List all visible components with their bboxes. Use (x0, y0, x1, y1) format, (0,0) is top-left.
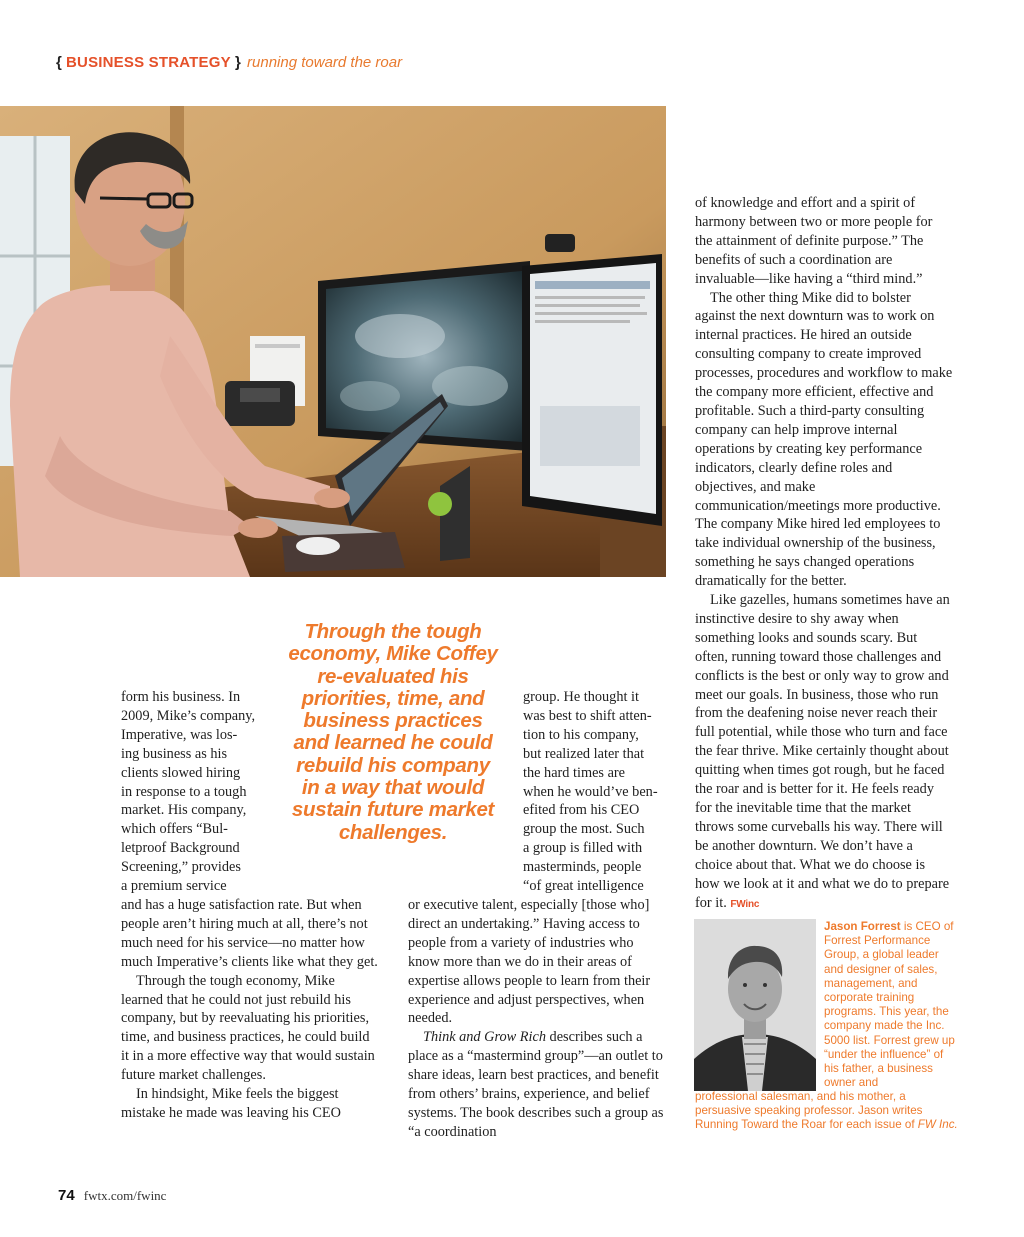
article-column-1 (121, 896, 379, 1123)
text-line: when he would’ve ben- (523, 783, 658, 800)
text-line: tion to his company, (523, 726, 639, 743)
paragraph: of knowledge and effort and a spirit of harmony between two or more people for the attainment of definite purpose.” The benefits of such a coordination are invaluable—like having a “third mind.” (695, 195, 933, 287)
end-mark: FWinc (730, 898, 760, 910)
paragraph (408, 1028, 666, 1141)
paragraph: and has a huge satisfaction rate. But when people aren’t hiring much at all, there’s not much need for his service—no matter how much Imperative’s clients like what they get. (121, 897, 378, 970)
article-column-2 (408, 896, 666, 1142)
magazine-name: FW Inc. (917, 1118, 958, 1132)
text-line: Screening,” provides (121, 859, 241, 876)
author-bio-continued (695, 1090, 959, 1133)
text-line: group the most. Such (523, 821, 645, 838)
text-line: form his business. In (121, 689, 241, 705)
header-close-bracket: } (235, 54, 241, 71)
page-footer (58, 1185, 166, 1204)
paragraph: or executive talent, especially [those who] direct an undertaking.” Having access to people from a variety of industries who know more than we do in their areas of expertise allows people to learn from their experience and adjust perspectives, when needed. (408, 897, 651, 1027)
author-headshot (694, 919, 816, 1091)
paragraph-text: Like gazelles, humans sometimes have an instinctive desire to shy away when something looks and sounds scary. But often, running toward those challenges and conflicts is the best or only way to grow and meet our goals. In business, those who run from the deafening noise never reach their full potential, while those who turn and face the fear thrive. Mike certainly thought about quitting when times got rough, but he faced the roar and is better for it. He feels ready for the inevitable time that the market throws some curveballs his way. There will be another downturn. We don’t have a choice about that. What we do choose is how we look at it and what we do to prepare for it. (695, 592, 950, 911)
section-title: BUSINESS STRATEGY (66, 54, 231, 71)
text-line: a premium service (121, 878, 227, 895)
text-line: which offers “Bul- (121, 821, 228, 838)
text-line: Imperative, was los- (121, 726, 238, 743)
author-bio (824, 920, 959, 1090)
book-title: Think and Grow Rich (423, 1029, 546, 1046)
text-line: clients slowed hiring (121, 764, 241, 781)
paragraph: In hindsight, Mike feels the biggest mistake he made was leaving his CEO (121, 1086, 341, 1121)
text-line: but realized later that (523, 745, 645, 762)
section-subtitle: running toward the roar (247, 54, 403, 71)
text-line: a group is filled with (523, 840, 643, 857)
text-line: group. He thought it (523, 689, 639, 705)
text-line: ing business as his (121, 745, 228, 762)
article-column-3 (695, 194, 953, 914)
text-line: “of great intelligence (523, 878, 644, 895)
text-line: letproof Background (121, 840, 240, 857)
paragraph: The other thing Mike did to bolster against the next downturn was to work on internal practices. He hired an outside consulting company to create improved processes, procedures and workflow to make the company more efficient, effective and profitable. Such a third-party consulting company can help improve internal operations by creating key performance indicators, clearly define roles and objectives, and make communication/meetings more productive. The company Mike hired led employees to take individual ownership of the business, something he says changed operations dramatically for the better. (695, 289, 953, 590)
text-line: 2009, Mike’s company, (121, 707, 256, 724)
text-line: was best to shift atten- (523, 707, 652, 724)
author-bio-text: is CEO of Forrest Performance Group, a global leader and designer of sales, management, and corporate training programs. This year, the company made the Inc. 5000 list. Forrest grew up “under the influence” of his father, a business owner and (824, 920, 955, 1090)
author-bio-text: professional salesman, and his mother, a persuasive speaking professor. Jason writes Running Toward the Roar for each issue of (695, 1090, 923, 1132)
text-line: the hard times are (523, 764, 626, 781)
office-worker-photo (0, 106, 666, 577)
pull-quote: Through the tough economy, Mike Coffey re-evaluated his priorities, time, and business practices and learned he could rebuild his company in a way that would sustain future market challenges. (288, 620, 498, 844)
text-line: in response to a tough (121, 783, 247, 800)
text-line: efited from his CEO (523, 802, 640, 819)
text-line: masterminds, people (523, 859, 642, 876)
article-column-1-narrow (121, 688, 261, 896)
paragraph-text: describes such a place as a “mastermind group”—an outlet to share ideas, learn best practices, and benefit from others’ brains, experience, and belief systems. The book describes such a group as “a coordination (408, 1029, 664, 1140)
paragraph: Through the tough economy, Mike learned that he could not just rebuild his company, but by reevaluating his priorities, time, and business practices, he could build it in a more effective way that would sustain future market challenges. (121, 972, 375, 1084)
footer-url: fwtx.com/fwinc (83, 1188, 167, 1203)
section-header (56, 54, 402, 71)
article-column-2-narrow (523, 688, 663, 896)
page-number: 74 (58, 1187, 75, 1204)
author-name: Jason Forrest (824, 920, 901, 933)
text-line: market. His company, (121, 802, 247, 819)
paragraph (695, 591, 953, 914)
header-open-bracket: { (56, 54, 62, 71)
